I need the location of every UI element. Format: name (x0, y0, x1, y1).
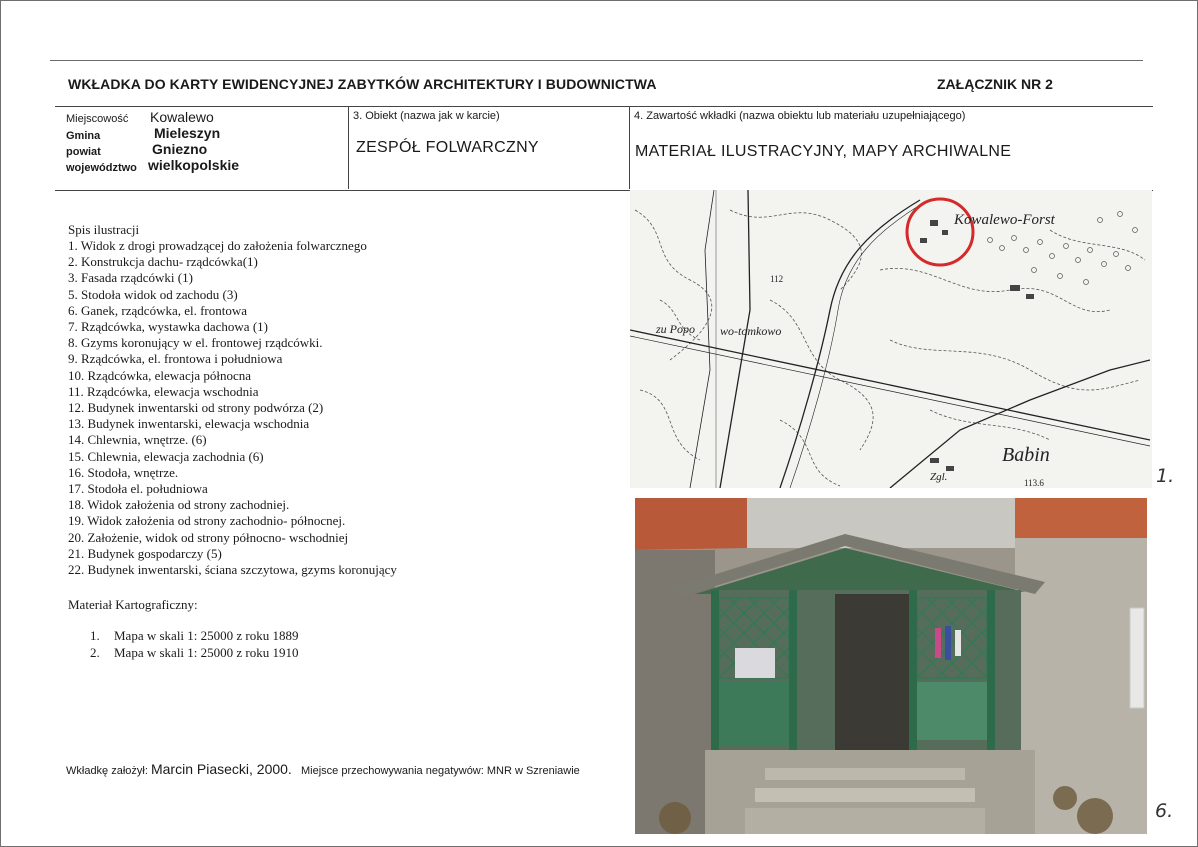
powiat-value: Gniezno (152, 141, 208, 157)
list-item: 1. Widok z drogi prowadzącej do założenia folwarcznego (68, 238, 367, 253)
list-item: 12. Budynek inwentarski od strony podwórza (2) (68, 400, 324, 416)
author-name: Marcin Piasecki, 2000. (150, 761, 292, 777)
list-item: 1. Mapa w skali 1: 25000 z roku 1889 (90, 628, 299, 643)
map-label-tomkowo: wo-tomkowo (720, 324, 782, 338)
list-item: 5. Stodoła widok od zachodu (3) (68, 286, 238, 302)
header-divider-1 (348, 107, 349, 189)
annex-number: ZAŁĄCZNIK NR 2 (937, 76, 1053, 92)
list-item: 10. Rządcówka, elewacja północna (68, 367, 252, 383)
contents-value: MATERIAŁ ILUSTRACYJNY, MAPY ARCHIWALNE (635, 143, 1012, 160)
map-label-babin: Babin (1002, 444, 1050, 466)
archival-map (630, 190, 1152, 488)
map-label-zgl: Zgl. (930, 471, 948, 483)
map-label-kowalewo: Kowalewo-Forst (954, 212, 1055, 228)
photo-number-mark: 6. (1155, 800, 1174, 822)
list-item: 15. Chlewnia, elewacja zachodnia (6) (68, 448, 264, 464)
powiat-label: powiat (66, 146, 101, 158)
top-rule (50, 60, 1143, 61)
list-item: 8. Gzyms koronujący w el. frontowej rządcówki. (68, 335, 323, 351)
map-drawing (630, 190, 1152, 488)
list-item: 13. Budynek inwentarski, elewacja wschodnia (68, 416, 310, 432)
author-label: Wkładkę założył: (66, 765, 148, 777)
list-item: 22. Budynek inwentarski, ściana szczytowa, gzyms koronujący (68, 562, 397, 578)
porch-photo-drawing (635, 498, 1147, 834)
miejscowosc-value: Kowalewo (150, 109, 214, 125)
wojewodztwo-value: wielkopolskie (148, 157, 240, 173)
cartographic-list (90, 628, 299, 661)
map-number-mark: 1. (1156, 465, 1175, 487)
list-item: 19. Widok założenia od strony zachodnio- północnej. (68, 513, 346, 529)
footer (66, 761, 580, 777)
list-item: 2. Mapa w skali 1: 25000 z roku 1910 (90, 644, 299, 660)
gmina-label: Gmina (66, 130, 101, 142)
object-label: 3. Obiekt (nazwa jak w karcie) (353, 110, 500, 122)
list-item: 18. Widok założenia od strony zachodniej. (68, 497, 290, 513)
list-item: 2. Konstrukcja dachu- rządcówka(1) (68, 254, 258, 270)
list-item: 21. Budynek gospodarczy (5) (68, 545, 222, 561)
illustrations-list (68, 238, 397, 578)
list-item: 7. Rządcówka, wystawka dachowa (1) (68, 319, 268, 335)
object-value: ZESPÓŁ FOLWARCZNY (356, 139, 539, 156)
map-label-112: 112 (770, 274, 784, 284)
list-item: 20. Założenie, widok od strony północno- wschodniej (68, 529, 349, 545)
list-item: 14. Chlewnia, wnętrze. (6) (68, 432, 207, 448)
cartographic-title: Materiał Kartograficzny: (68, 597, 198, 612)
list-item: 16. Stodoła, wnętrze. (68, 464, 179, 480)
gmina-value: Mieleszyn (154, 125, 221, 141)
wojewodztwo-label: województwo (66, 162, 137, 174)
map-label-popo: zu Popo (656, 322, 695, 336)
illustrations-title: Spis ilustracji (68, 222, 140, 237)
list-item: 3. Fasada rządcówki (1) (68, 270, 193, 286)
document-title: WKŁADKA DO KARTY EWIDENCYJNEJ ZABYTKÓW ARCHITEKTURY I BUDOWNICTWA (68, 76, 657, 92)
header-divider-2 (629, 107, 630, 189)
list-item: 11. Rządcówka, elewacja wschodnia (68, 383, 259, 399)
contents-label: 4. Zawartość wkładki (nazwa obiektu lub materiału uzupełniającego) (634, 110, 966, 122)
list-item: 9. Rządcówka, el. frontowa i południowa (68, 351, 283, 367)
map-label-1136: 113.6 (1024, 478, 1044, 488)
porch-photo (635, 498, 1147, 834)
miejscowosc-label: Miejscowość (66, 113, 129, 125)
list-item: 17. Stodoła el. południowa (68, 481, 208, 497)
storage-note: Miejsce przechowywania negatywów: MNR w Szreniawie (301, 765, 580, 777)
list-item: 6. Ganek, rządcówka, el. frontowa (68, 302, 248, 318)
